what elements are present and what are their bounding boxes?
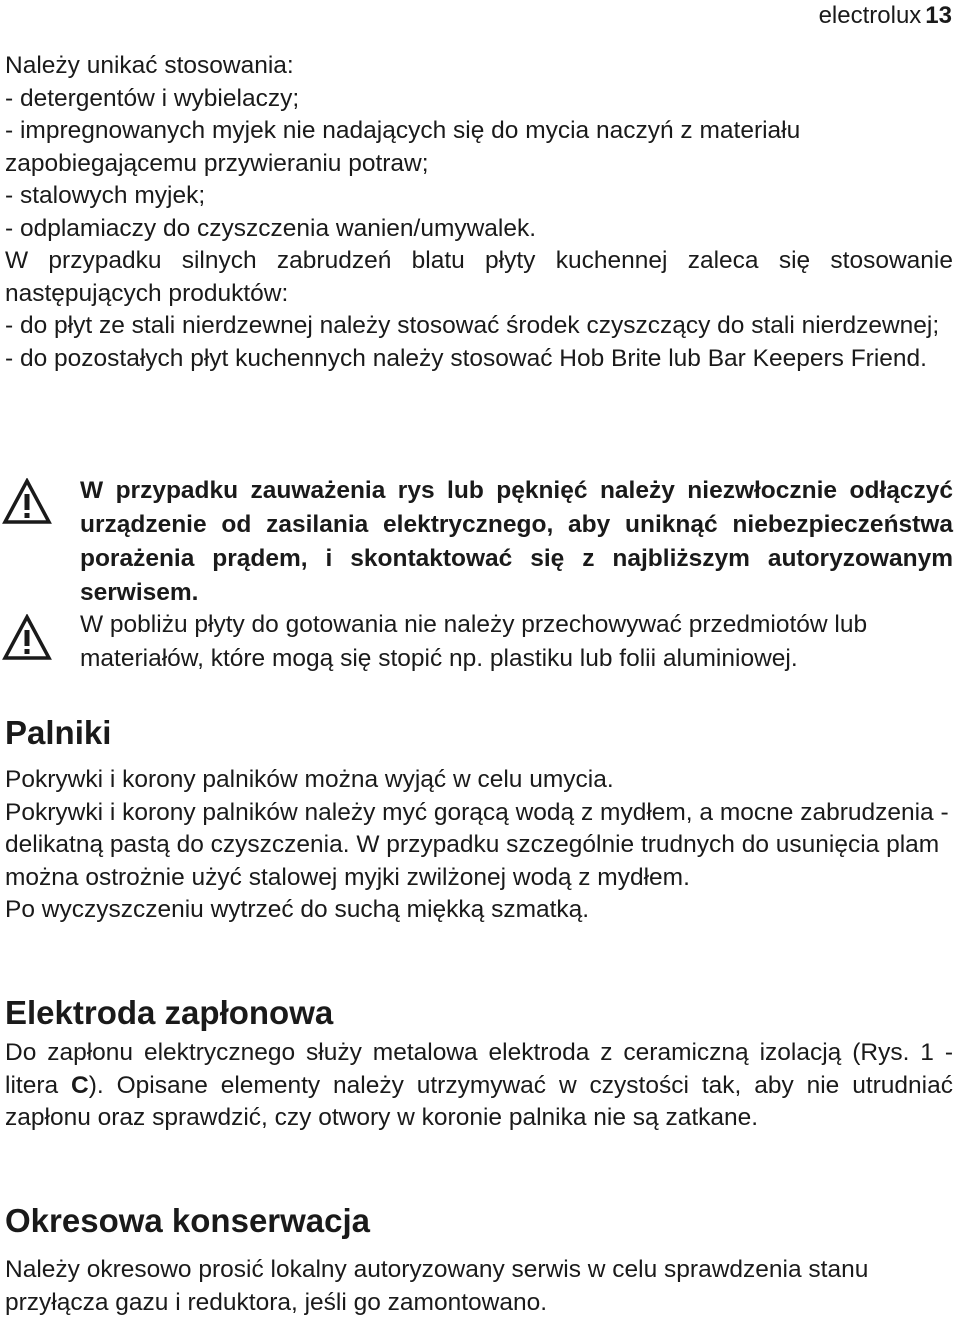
konserwacja-body xyxy=(5,1254,953,1319)
warning-text: W przypadku zauważenia rys lub pęknięć należy niezwłocznie odłączyć urządzenie od zasilania elektrycznego, aby uniknąć niebezpieczeństwa porażenia prądem, i skontaktować się z najbliższym autoryzowanym serwisem. xyxy=(80,477,953,606)
intro-line: - odplamiaczy do czyszczenia wanien/umywalek. xyxy=(5,214,537,242)
intro-line: - detergentów i wybielaczy; xyxy=(5,84,300,112)
palniki-body xyxy=(5,764,953,927)
intro-line: - do płyt ze stali nierdzewnej należy stosować środek czyszczący do stali nierdzewnej; xyxy=(5,312,940,339)
figure-letter: C xyxy=(71,1071,89,1099)
intro-line: - impregnowanych myjek nie nadających się do mycia naczyń z materiału zapobiegającemu przywieraniu potraw; xyxy=(5,117,801,177)
elektroda-text: ). Opisane elementy należy utrzymywać w czystości tak, aby nie utrudniać zapłonu oraz sprawdzić, czy otwory w koronie palnika nie są zatkane. xyxy=(5,1071,953,1131)
section-title-palniki: Palniki xyxy=(5,714,112,751)
elektroda-text: Do zapłonu elektrycznego służy metalowa elektroda z ceramiczną izolacją (Rys. 1 - litera xyxy=(5,1039,953,1099)
section-title-konserwacja: Okresowa konserwacja xyxy=(5,1202,371,1239)
page-number: 13 xyxy=(925,2,952,29)
intro-line: - stalowych myjek; xyxy=(5,182,206,209)
brand-name: electrolux xyxy=(818,2,922,29)
warning-triangle-icon xyxy=(2,478,52,526)
intro-line: W przypadku silnych zabrudzeń blatu płyty kuchennej zaleca się stosowanie następujących produktów: xyxy=(5,247,953,307)
section-title-elektroda: Elektroda zapłonowa xyxy=(5,994,334,1031)
intro-block xyxy=(5,50,953,375)
paragraph: Po wyczyszczeniu wytrzeć do suchą miękką szmatką. xyxy=(5,896,590,923)
page-header xyxy=(819,2,952,30)
warning-text: W pobliżu płyty do gotowania nie należy przechowywać przedmiotów lub materiałów, które mogą się stopić np. plastiku lub folii aluminiowej. xyxy=(80,611,868,672)
intro-line: - do pozostałych płyt kuchennych należy stosować Hob Brite lub Bar Keepers Friend. xyxy=(5,344,927,372)
intro-line: Należy unikać stosowania: xyxy=(5,52,294,79)
paragraph: Należy okresowo prosić lokalny autoryzowany serwis w celu sprawdzenia stanu przyłącza gazu i reduktora, jeśli go zamontowano. xyxy=(5,1256,869,1316)
elektroda-body xyxy=(5,1037,953,1135)
warning-triangle-icon xyxy=(2,614,52,662)
paragraph: Pokrywki i korony palników można wyjąć w celu umycia. xyxy=(5,766,614,793)
paragraph: Pokrywki i korony palników należy myć gorącą wodą z mydłem, a mocne zabrudzenia - delikatną pastą do czyszczenia. W przypadku szczególnie trudnych do usunięcia plam można ostrożnie użyć stalowej myjki zwilżonej wodą z mydłem. xyxy=(5,798,949,891)
